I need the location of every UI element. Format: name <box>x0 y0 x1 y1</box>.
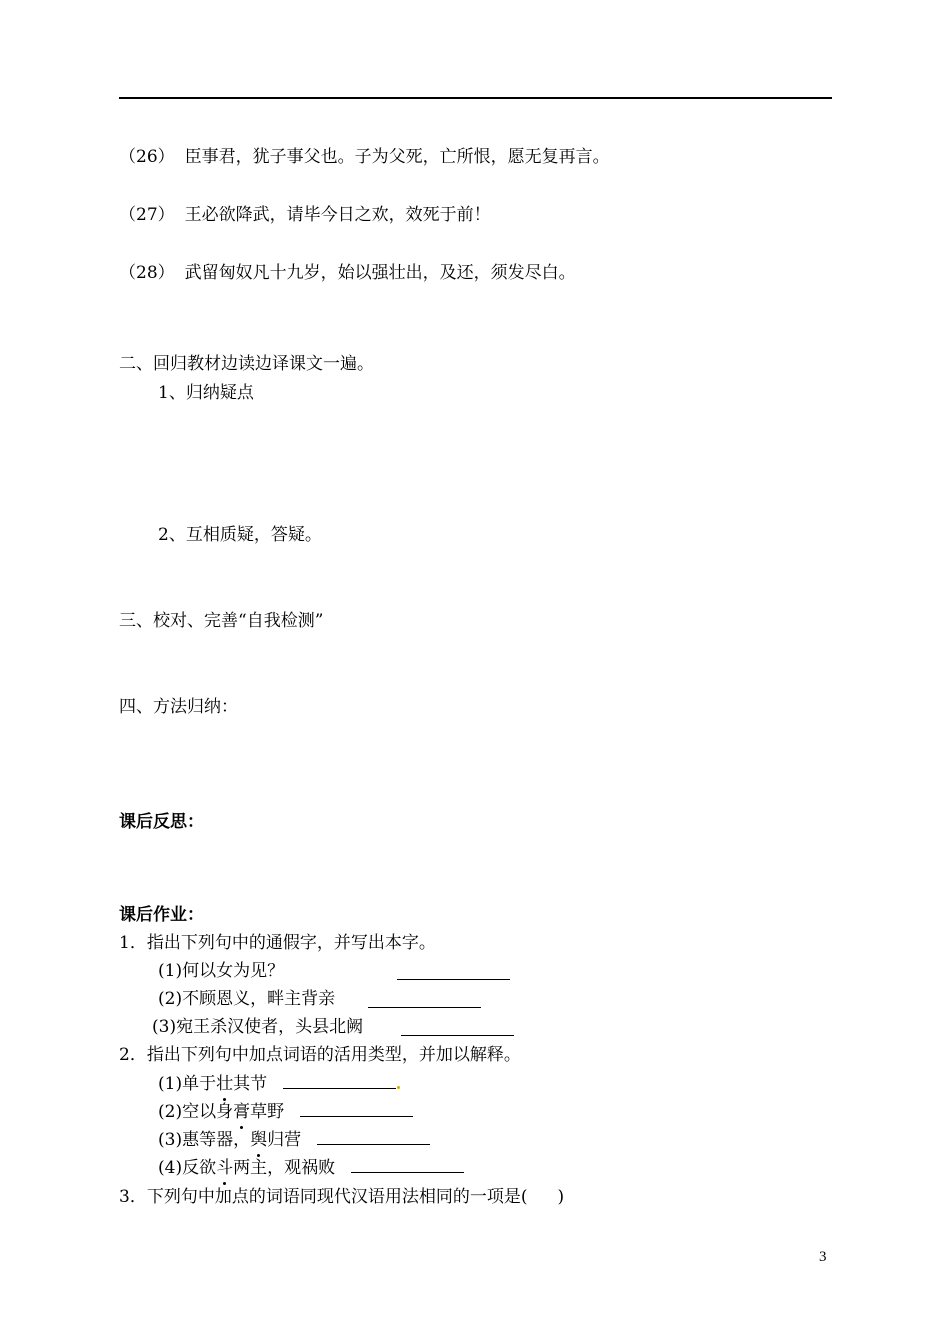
section-3-title: 三、校对、完善“自我检测” <box>119 611 324 631</box>
item-text: 其节 <box>233 1074 268 1094</box>
question-1-item-1: (1)何以女为见？ <box>158 961 285 981</box>
sentence-text: 王必欲降武，请毕今日之欢，效死于前！ <box>184 205 491 225</box>
answer-blank[interactable] <box>368 991 481 1012</box>
item-text: (3)惠等器， <box>158 1130 251 1150</box>
question-2-item-4 <box>158 1156 464 1179</box>
question-1-stem: 1．指出下列句中的通假字，并写出本字。 <box>119 933 436 953</box>
section-2-title: 二、回归教材边读边译课文一遍。 <box>119 354 374 374</box>
question-2-item-3 <box>158 1128 430 1151</box>
item-text: (1)单于 <box>158 1074 217 1094</box>
page-number: 3 <box>819 1249 827 1265</box>
emphasis-dot-char: 壮 <box>216 1074 234 1094</box>
close-paren: ) <box>557 1187 565 1207</box>
sentence-27 <box>119 204 491 226</box>
section-2-item-2: 2、互相质疑，答疑。 <box>158 525 322 545</box>
section-2-item-1: 1、归纳疑点 <box>158 383 254 403</box>
item-text: (4)反欲 <box>158 1158 217 1178</box>
item-text: 两主，观祸败 <box>233 1158 336 1178</box>
sentence-text: 臣事君，犹子事父也。子为父死，亡所恨，愿无复再言。 <box>184 147 610 167</box>
emphasis-dot-char: 膏 <box>233 1102 251 1122</box>
emphasis-dot-char: 斗 <box>216 1158 234 1178</box>
reflection-title: 课后反思： <box>119 812 204 832</box>
answer-blank[interactable] <box>401 1019 514 1040</box>
sentence-26 <box>119 146 610 168</box>
stray-mark <box>397 1086 400 1089</box>
sentence-text: 武留匈奴凡十九岁，始以强壮出，及还，须发尽白。 <box>184 263 576 283</box>
answer-blank[interactable] <box>300 1100 413 1117</box>
question-2-item-1 <box>158 1072 400 1095</box>
homework-title: 课后作业： <box>119 905 204 925</box>
answer-blank[interactable] <box>317 1128 430 1145</box>
answer-blank[interactable] <box>397 963 510 984</box>
item-text: (2)空以身 <box>158 1102 234 1122</box>
question-1-item-2: (2)不顾恩义，畔主背亲 <box>158 989 336 1009</box>
question-text: 3．下列句中加点的词语同现代汉语用法相同的一项是( <box>119 1187 528 1207</box>
question-2-item-2 <box>158 1100 413 1123</box>
sentence-number: （27） <box>119 205 175 225</box>
emphasis-dot-char: 舆 <box>250 1130 268 1150</box>
item-text: 草野 <box>250 1102 285 1122</box>
answer-blank[interactable] <box>351 1156 464 1173</box>
item-text: 归营 <box>267 1130 302 1150</box>
question-3-stem <box>119 1186 564 1208</box>
question-1-item-3: (3)宛王杀汉使者，头县北阙 <box>152 1017 364 1037</box>
sentence-number: （28） <box>119 263 175 283</box>
question-2-stem: 2．指出下列句中加点词语的活用类型，并加以解释。 <box>119 1045 521 1065</box>
sentence-number: （26） <box>119 147 175 167</box>
section-4-title: 四、方法归纳： <box>119 697 238 717</box>
sentence-28 <box>119 262 576 284</box>
answer-blank[interactable] <box>283 1072 396 1089</box>
header-rule <box>119 97 832 99</box>
